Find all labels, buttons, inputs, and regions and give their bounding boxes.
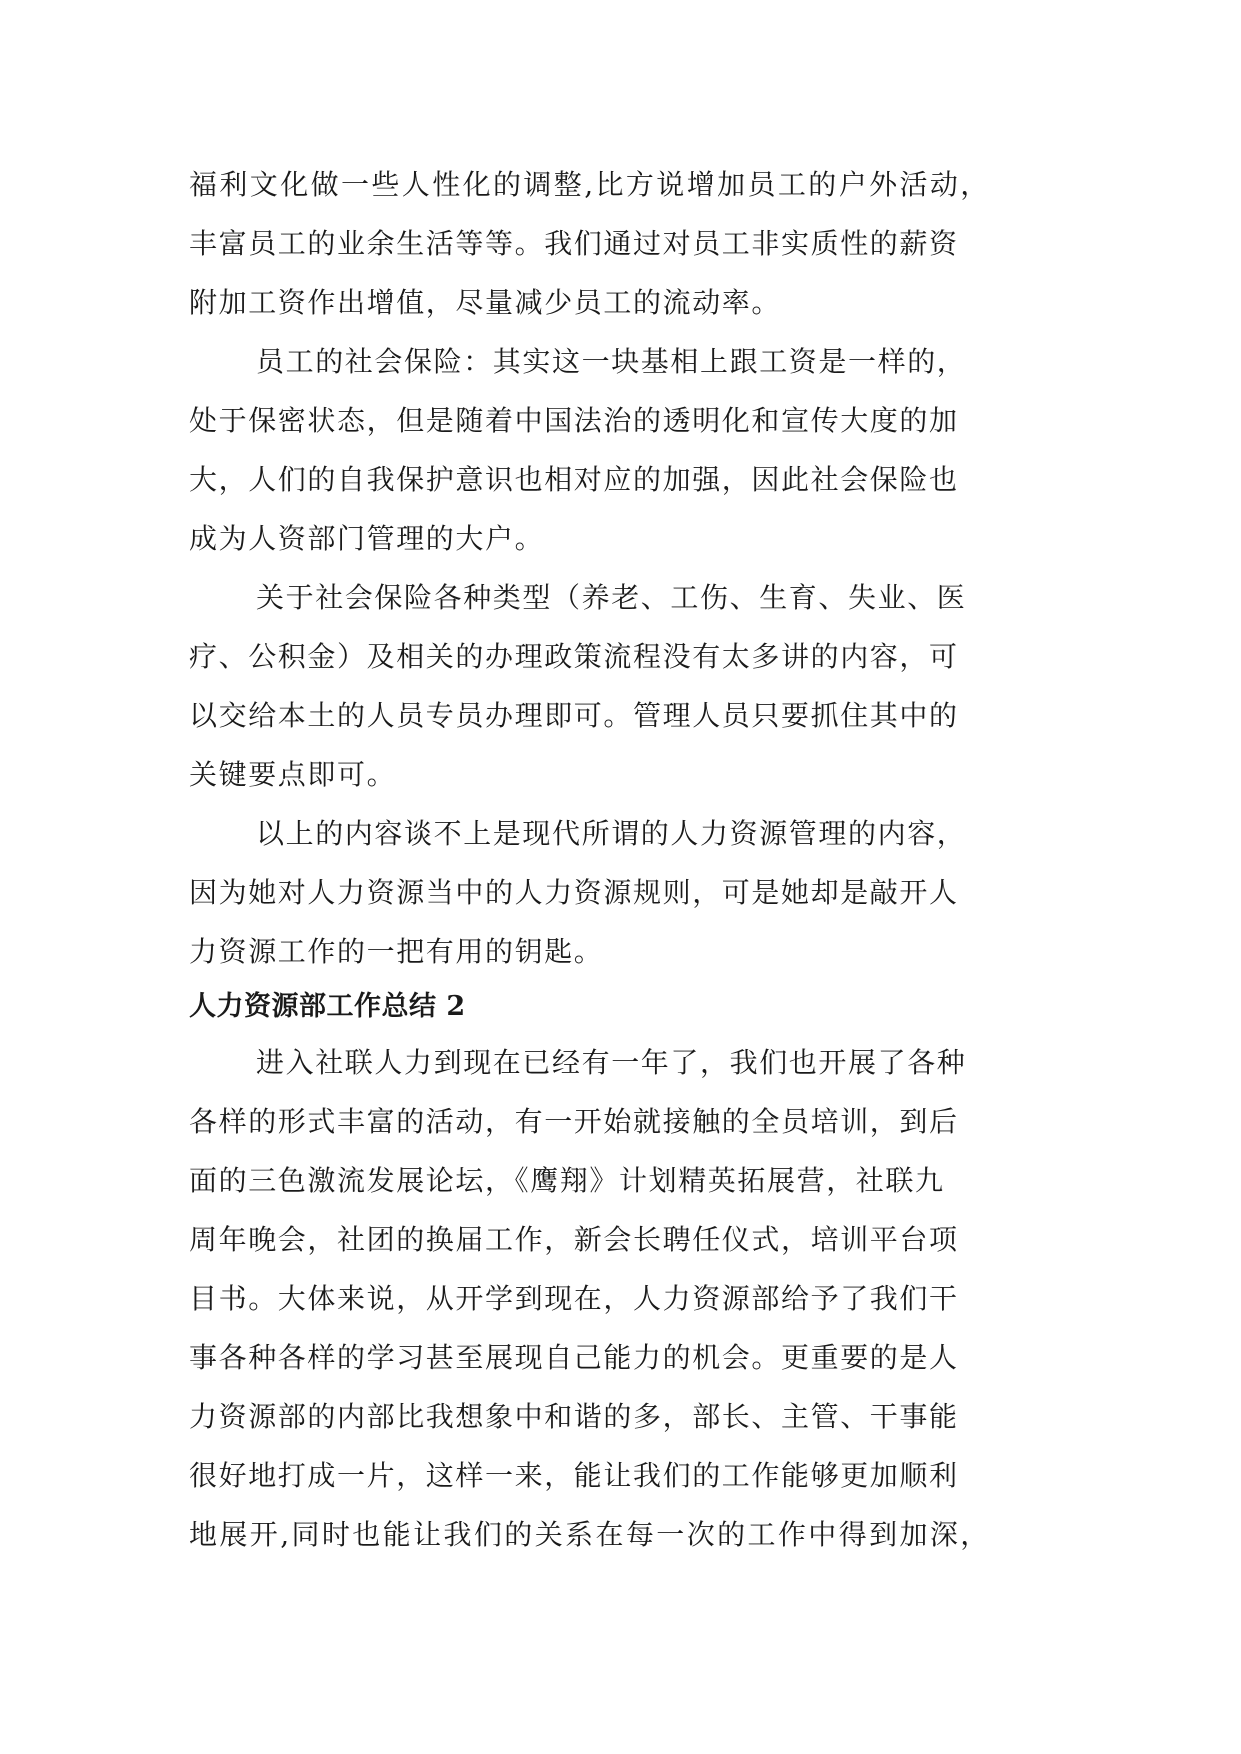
text-line: 以上的内容谈不上是现代所谓的人力资源管理的内容， <box>256 817 967 850</box>
text-line: 附加工资作出增值，尽量减少员工的流动率。 <box>189 286 782 319</box>
text-line: 因为她对人力资源当中的人力资源规则，可是她却是敲开人 <box>189 876 959 909</box>
text-line: 丰富员工的业余生活等等。我们通过对员工非实质性的薪资 <box>189 227 959 260</box>
text-line: 大，人们的自我保护意识也相对应的加强，因此社会保险也 <box>189 463 959 496</box>
text-line: 事各种各样的学习甚至展现自己能力的机会。更重要的是人 <box>189 1341 959 1374</box>
text-line: 疗、公积金）及相关的办理政策流程没有太多讲的内容，可 <box>189 640 959 673</box>
text-line: 处于保密状态，但是随着中国法治的透明化和宣传大度的加 <box>189 404 959 437</box>
text-line: 员工的社会保险：其实这一块基相上跟工资是一样的， <box>256 345 967 378</box>
text-line: 力资源工作的一把有用的钥匙。 <box>189 935 604 968</box>
text-line: 地展开,同时也能让我们的关系在每一次的工作中得到加深， <box>189 1518 991 1551</box>
text-line: 各样的形式丰富的活动，有一开始就接触的全员培训，到后 <box>189 1105 959 1138</box>
text-line: 成为人资部门管理的大户。 <box>189 522 545 555</box>
text-line: 目书。大体来说，从开学到现在，人力资源部给予了我们干 <box>189 1282 959 1315</box>
text-line: 周年晚会，社团的换届工作，新会长聘任仪式，培训平台项 <box>189 1223 959 1256</box>
text-line: 进入社联人力到现在已经有一年了，我们也开展了各种 <box>256 1046 967 1079</box>
text-line: 福利文化做一些人性化的调整,比方说增加员工的户外活动， <box>189 168 991 201</box>
text-line: 很好地打成一片，这样一来，能让我们的工作能够更加顺利 <box>189 1459 959 1492</box>
section-heading: 人力资源部工作总结 2 <box>189 991 466 1022</box>
text-line: 关键要点即可。 <box>189 758 397 791</box>
text-line: 以交给本土的人员专员办理即可。管理人员只要抓住其中的 <box>189 699 959 732</box>
text-line: 力资源部的内部比我想象中和谐的多，部长、主管、干事能 <box>189 1400 959 1433</box>
text-line: 关于社会保险各种类型（养老、工伤、生育、失业、医 <box>256 581 967 614</box>
text-line: 面的三色激流发展论坛，《鹰翔》计划精英拓展营，社联九 <box>189 1164 945 1197</box>
